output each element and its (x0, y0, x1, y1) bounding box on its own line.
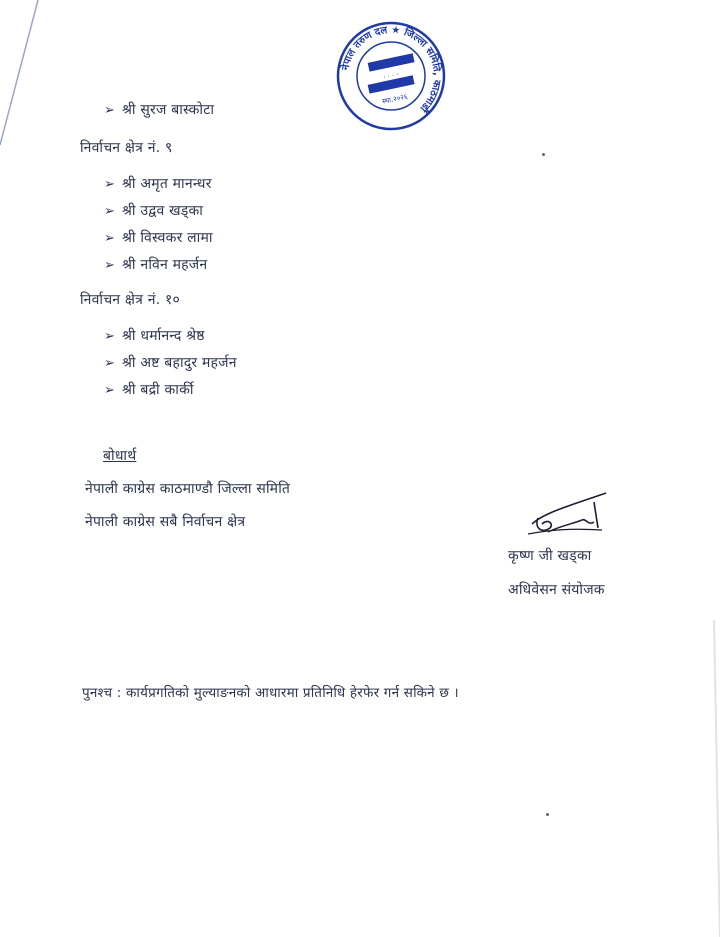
arrow-bullet-icon: ➢ (104, 383, 116, 398)
cc-label: बोधार्थ (103, 448, 137, 464)
arrow-bullet-icon: ➢ (104, 103, 116, 118)
scan-speck (542, 153, 545, 156)
arrow-bullet-icon: ➢ (104, 204, 116, 219)
list-item: ➢ श्री विस्वकर लामा (104, 230, 213, 246)
cc-line: नेपाली काग्रेस काठमाण्डौ जिल्ला समिति (85, 481, 290, 497)
section-heading-10: निर्वाचन क्षेत्र नं. १० (80, 292, 180, 308)
arrow-bullet-icon: ➢ (104, 356, 116, 371)
list-item: ➢ श्री बद्री कार्की (104, 382, 194, 398)
list-item: ➢ श्री उद्वव खड्का (104, 203, 204, 219)
seal-code: स्था.२०२६ (381, 92, 409, 106)
section-heading-9: निर्वाचन क्षेत्र नं. ९ (80, 140, 173, 156)
arrow-bullet-icon: ➢ (104, 177, 116, 192)
arrow-bullet-icon: ➢ (104, 258, 116, 273)
list-item: ➢ श्री सुरज बास्कोटा (104, 102, 215, 118)
postscript-note: पुनश्च : कार्यप्रगतिको मुल्याङनको आधारमा प्रतिनिधि हेरफेर गर्न सकिने छ । (82, 685, 459, 701)
arrow-bullet-icon: ➢ (104, 231, 116, 246)
signatory-title: अधिवेसन संयोजक (508, 582, 605, 598)
scan-speck (546, 813, 549, 816)
signatory-name: कृष्ण जी खड्का (508, 548, 592, 564)
list-item: ➢ श्री धर्मानन्द श्रेष्ठ (104, 328, 205, 344)
arrow-bullet-icon: ➢ (104, 329, 116, 344)
list-item: ➢ श्री अष्ट बहादुर महर्जन (104, 355, 237, 371)
seal-text: नेपाल तरुण दल ★ जिल्ला समिति, काठमाडौं (340, 24, 443, 114)
cc-line: नेपाली काग्रेस सबै निर्वाचन क्षेत्र (85, 514, 246, 530)
list-item: ➢ श्री नविन महर्जन (104, 257, 208, 273)
organization-seal (335, 20, 447, 132)
svg-text:· · · ·: · · · · (382, 70, 400, 82)
handwritten-signature (520, 490, 615, 545)
list-item: ➢ श्री अमृत मानन्धर (104, 176, 212, 192)
